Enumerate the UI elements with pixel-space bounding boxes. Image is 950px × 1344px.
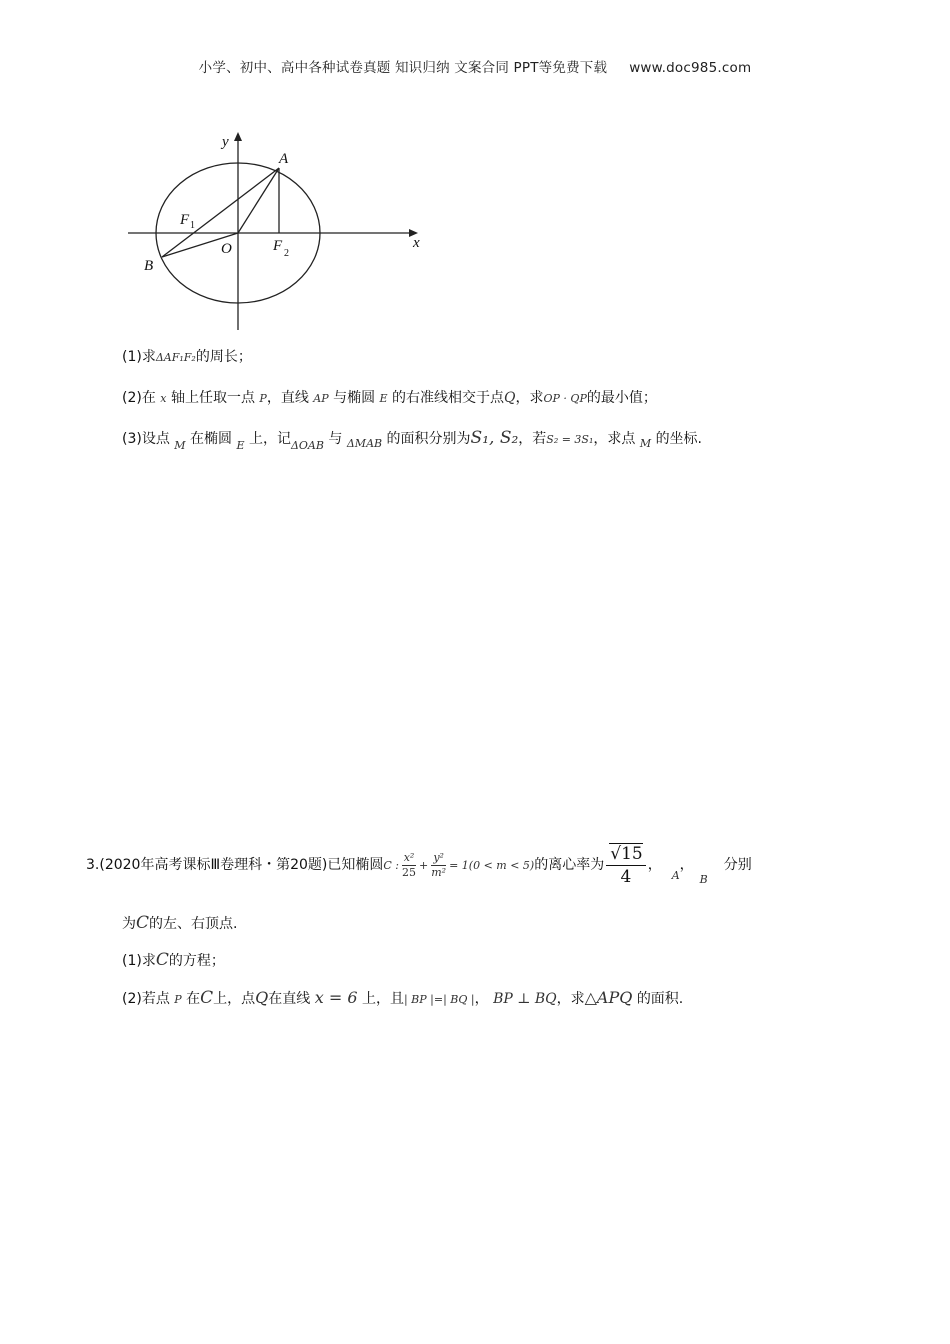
point-f2-sub: 2 xyxy=(284,248,289,259)
eccentricity-fraction: $\frac{√15}{4}$ xyxy=(606,843,645,888)
point-f1-sub: 1 xyxy=(190,220,195,231)
point-b-label: B xyxy=(144,258,154,274)
math-s2-eq-3s1: S₂ = 3S₁ xyxy=(546,433,594,446)
point-f2-label: F xyxy=(273,238,283,254)
fraction-y2-over-m2: $\frac{\text{y²}}{\text{m²}}$ xyxy=(431,850,447,879)
q3-part-1: (1)求C的方程； xyxy=(122,950,225,970)
q3-part-2: (2)若点 P 在C上，点Q在直线 x = 6 上，且| BP |=| BQ |， BP ⊥ BQ，求△APQ 的面积. xyxy=(122,988,684,1008)
math-triangle-apq: △APQ xyxy=(584,988,633,1007)
header-text: 小学、初中、高中各种试卷真题 知识归纳 文案合同 PPT等免费下载 xyxy=(198,60,608,76)
math-s1-s2: S₁, S₂ xyxy=(470,428,519,448)
q2-part-1: (1)求ΔAF₁F₂的周长； xyxy=(122,349,252,365)
q3-number: 3. xyxy=(86,857,100,873)
fraction-x2-over-25: $\frac{\text{x²}}{25}$ xyxy=(402,850,417,879)
y-axis-arrow xyxy=(234,132,242,141)
q3-stem-line-1: 3.(2020年高考课标Ⅲ卷理科・第20题)已知椭圆C : $\frac{\text{x²}}{25}$ + $\frac{\text{y²}}{\text{m²}}$ = 1(0 < m < 5)的离心率为 $\frac{√15}{4}$ ，$_A$，$_B$分别 xyxy=(86,843,752,887)
q3-stem-line-2: 为C的左、右顶点. xyxy=(122,913,238,933)
q2-part-2: (2)在 x 轴上任取一点 P，直线 AP 与椭圆 E 的右准线相交于点Q，求OP · QP的最小值； xyxy=(122,390,657,406)
point-a-label: A xyxy=(279,151,289,167)
header-site: www.doc985.com xyxy=(629,60,752,76)
math-bp-perp-bq: BP ⊥ BQ xyxy=(493,991,557,1007)
q3-source: (2020年高考课标Ⅲ卷理科・第20题) xyxy=(99,857,328,873)
point-o-label: O xyxy=(221,241,232,257)
segment-a-o xyxy=(238,168,279,233)
point-f1-label: F xyxy=(180,212,190,228)
q2-part-3: (3)设点 $_M$ 在椭圆 $_E$ 上，记$_{\Delta OAB}$ 与 $_{\Delta MAB}$ 的面积分别为S₁, S₂，若S₂ = 3S₁，求点 $_M$ 的坐标. xyxy=(122,428,703,452)
math-triangle-af1f2: ΔAF₁F₂ xyxy=(155,351,196,364)
math-eq-1-condition: = 1(0 < m < 5) xyxy=(449,859,535,872)
math-op-dot-qp: OP · QP xyxy=(543,392,587,405)
math-x-eq-6: x = 6 xyxy=(314,988,358,1007)
y-axis-label: y xyxy=(222,134,229,150)
x-axis-label: x xyxy=(413,235,420,251)
page-header xyxy=(0,56,950,76)
ellipse-figure xyxy=(122,126,432,336)
math-bp-eq-bq: | BP |=| BQ | xyxy=(403,993,475,1006)
